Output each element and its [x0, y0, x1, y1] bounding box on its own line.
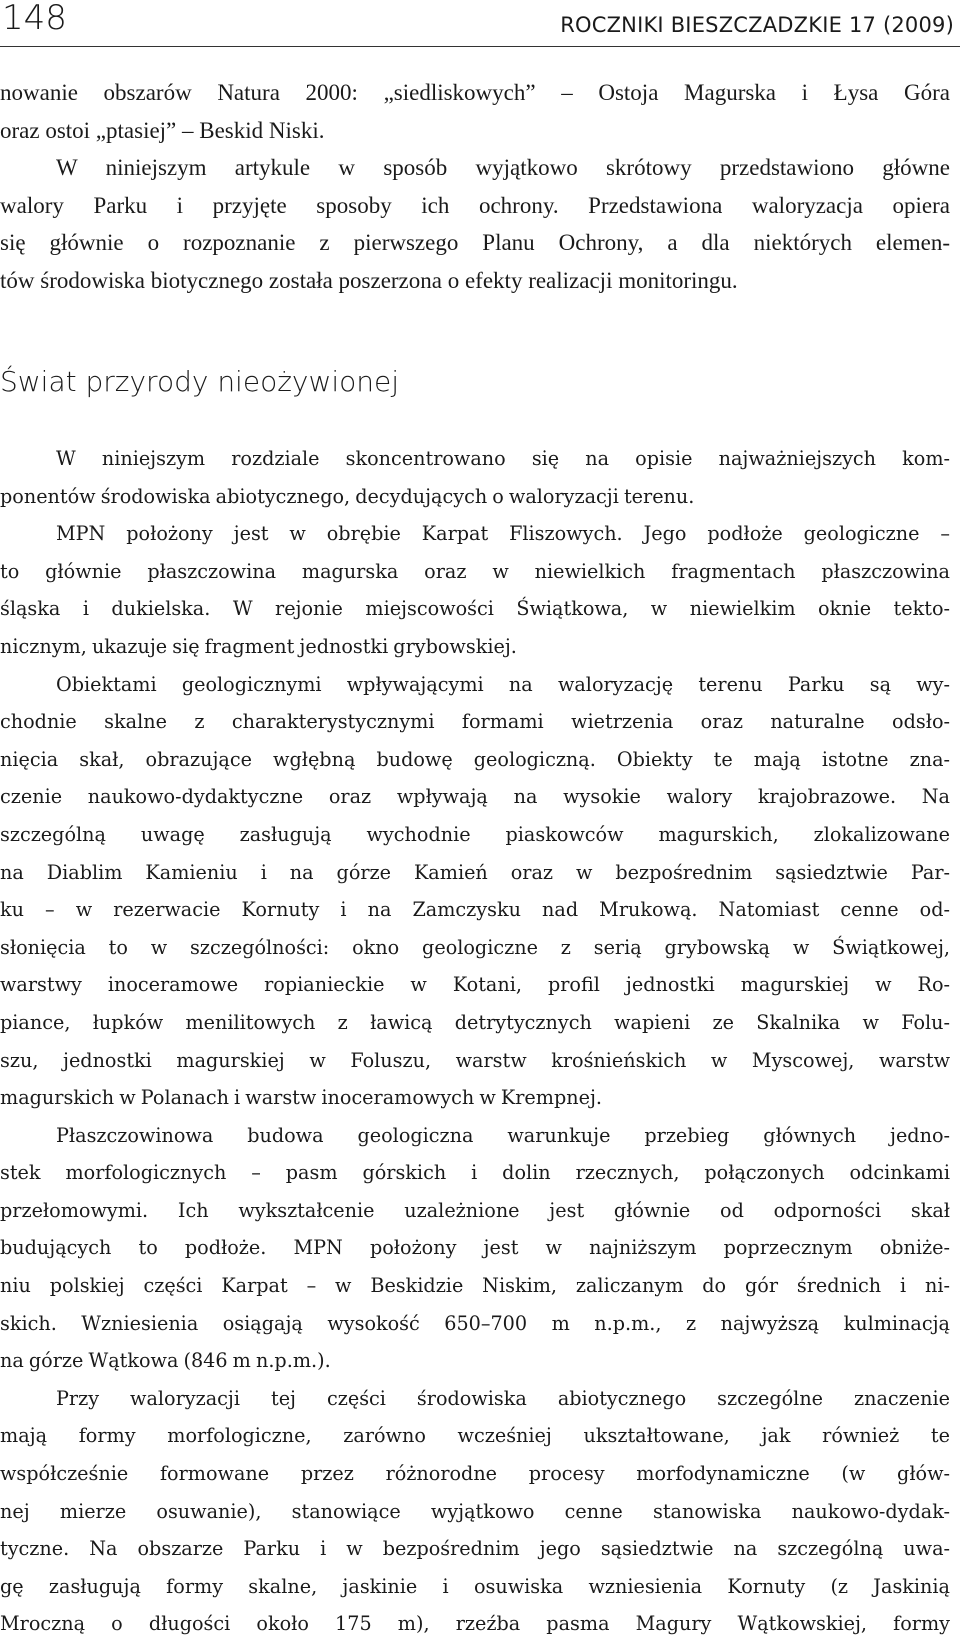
text-line: chodnie skalne z charakterystycznymi formami wietrzenia oraz naturalne odsło-: [0, 710, 950, 734]
text-line: walory Parku i przyjęte sposoby ich ochrony. Przedstawiona waloryzacja opiera: [0, 192, 950, 218]
text-line: warstwy inoceramowe ropianieckie w Kotani, profil jednostki magurskiej w Ro-: [0, 973, 950, 997]
text-line: nicznym, ukazuje się fragment jednostki grybowskiej.: [0, 634, 517, 658]
text-line: się głównie o rozpoznanie z pierwszego Planu Ochrony, a dla niektórych elemen-: [0, 230, 950, 256]
text-line: mają formy morfologiczne, zarówno wcześniej ukształtowane, jak również te: [0, 1424, 950, 1448]
text-line: nowanie obszarów Natura 2000: „siedliskowych” – Ostoja Magurska i Łysa Góra: [0, 80, 950, 105]
text-line: Mroczną o długości około 175 m), rzeźba pasma Magury Wątkowskiej, formy: [0, 1612, 950, 1636]
text-line: MPN położony jest w obrębie Karpat Fliszowych. Jego podłoże geologiczne –: [56, 522, 950, 546]
page-header: [0, 0, 960, 56]
text-line: niu polskiej części Karpat – w Beskidzie Niskim, zaliczanym do gór średnich i ni-: [0, 1274, 950, 1298]
text-line: na górze Wątkowa (846 m n.p.m.).: [0, 1349, 331, 1373]
text-line: stek morfologicznych – pasm górskich i dolin rzecznych, połączonych odcinkami: [0, 1161, 950, 1185]
text-line: Przy waloryzacji tej części środowiska abiotycznego szczególne znaczenie: [56, 1386, 950, 1410]
text-line: tów środowiska biotycznego została poszerzona o efekty realizacji monitoringu.: [0, 267, 738, 293]
text-line: śląska i dukielska. W rejonie miejscowości Świątkowa, w niewielkim oknie tekto-: [0, 597, 950, 621]
text-line: czenie naukowo-dydaktyczne oraz wpływają na wysokie walory krajobrazowe. Na: [0, 785, 950, 809]
section-title: Świat przyrody nieożywionej: [0, 365, 400, 398]
text-line: nięcia skał, obrazujące wgłębną budowę geologiczną. Obiekty te mają istotne zna-: [0, 747, 950, 771]
text-line: tyczne. Na obszarze Parku i w bezpośrednim jego sąsiedztwie na szczególną uwa-: [0, 1537, 950, 1561]
page-number: 148: [2, 0, 67, 38]
text-line: przełomowymi. Ich wykształcenie uzależnione jest głównie od odporności skał: [0, 1198, 950, 1222]
text-line: współcześnie formowane przez różnorodne procesy morfodynamiczne (w głów-: [0, 1462, 950, 1486]
text-line: Obiektami geologicznymi wpływającymi na waloryzację terenu Parku są wy-: [56, 672, 950, 696]
text-line: to głównie płaszczowina magurska oraz w niewielkich fragmentach płaszczowina: [0, 559, 950, 583]
text-line: budujących to podłoże. MPN położony jest w najniższym poprzecznym obniże-: [0, 1236, 950, 1260]
lead-paragraphs: [0, 74, 950, 300]
text-line: W niniejszym rozdziale skoncentrowano się na opisie najważniejszych kom-: [56, 447, 950, 470]
text-line: słonięcia to w szczególności: okno geologiczne z serią grybowską w Świątkowej,: [0, 935, 950, 959]
text-line: szczególną uwagę zasługują wychodnie piaskowców magurskich, zlokalizowane: [0, 822, 950, 846]
text-line: skich. Wzniesienia osiągają wysokość 650–700 m n.p.m., z najwyższą kulminacją: [0, 1311, 950, 1335]
text-line: ku – w rezerwacie Kornuty i na Zamczysku nad Mrukową. Natomiast cenne od-: [0, 898, 950, 922]
text-line: oraz ostoi „ptasiej” – Beskid Niski.: [0, 117, 325, 143]
text-line: ponentów środowiska abiotycznego, decydujących o waloryzacji terenu.: [0, 484, 695, 508]
text-line: piance, łupków menilitowych z ławicą detrytycznych wapieni ze Skalnika w Folu-: [0, 1010, 950, 1034]
text-line: gę zasługują formy skalne, jaskinie i osuwiska wzniesienia Kornuty (z Jaskinią: [0, 1574, 950, 1598]
running-head: ROCZNIKI BIESZCZADZKIE 17 (2009): [560, 13, 954, 37]
text-line: nej mierze osuwanie), stanowiące wyjątkowo cenne stanowiska naukowo-dydak-: [0, 1499, 950, 1523]
text-line: Płaszczowinowa budowa geologiczna warunkuje przebieg głównych jedno-: [56, 1123, 950, 1147]
body-paragraphs: [0, 440, 950, 1643]
header-rule: [0, 46, 960, 47]
text-line: magurskich w Polanach i warstw inoceramowych w Krempnej.: [0, 1086, 602, 1110]
text-line: na Diablim Kamieniu i na górze Kamień oraz w bezpośrednim sąsiedztwie Par-: [0, 860, 950, 884]
text-line: szu, jednostki magurskiej w Foluszu, warstw krośnieńskich w Myscowej, warstw: [0, 1048, 950, 1072]
text-line: W niniejszym artykule w sposób wyjątkowo skrótowy przedstawiono główne: [56, 155, 950, 181]
